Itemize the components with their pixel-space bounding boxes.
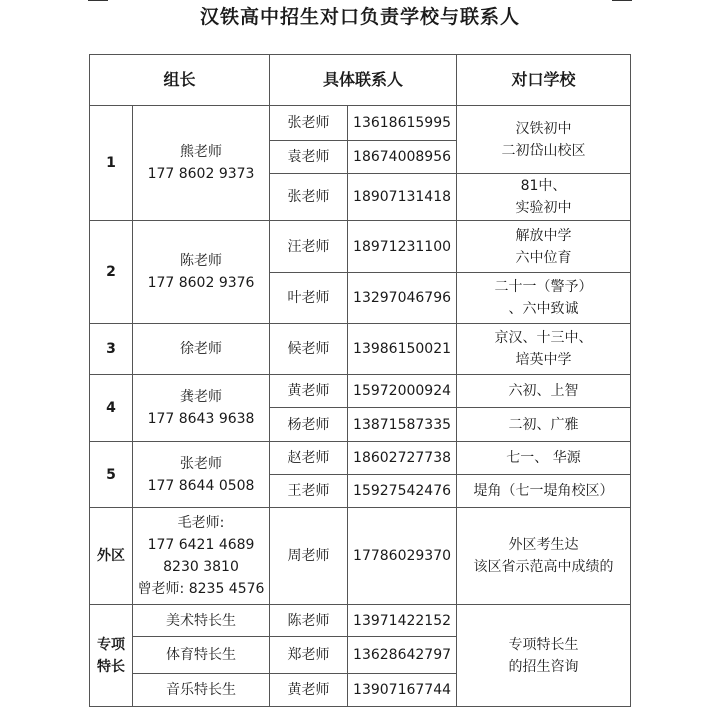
contact-phone: 13618615995 bbox=[348, 106, 457, 141]
leader-name: 熊老师 bbox=[180, 144, 222, 160]
group-id: 4 bbox=[90, 375, 133, 442]
school-line: 二十一（警予） bbox=[494, 279, 593, 295]
school-cell bbox=[457, 324, 631, 375]
contact-name: 张老师 bbox=[270, 106, 348, 141]
table-row bbox=[90, 221, 631, 273]
leader-phone: 177 8602 9376 bbox=[147, 275, 255, 291]
school-cell bbox=[457, 442, 631, 475]
school-line: 专项特长生 bbox=[508, 636, 579, 653]
school-line: 培英中学 bbox=[515, 352, 572, 368]
contact-table bbox=[89, 54, 631, 707]
group-id: 3 bbox=[90, 324, 133, 375]
contact-name: 周老师 bbox=[270, 508, 348, 605]
leader-phone: 8230 3810 bbox=[163, 559, 239, 575]
school-line: 汉铁初中 bbox=[515, 120, 572, 137]
school-cell bbox=[457, 508, 631, 605]
leader-phone: 177 8644 0508 bbox=[147, 477, 255, 494]
school-cell bbox=[457, 221, 631, 273]
top-rule-left bbox=[88, 0, 108, 1]
leader-cell bbox=[133, 442, 270, 508]
contact-name: 陈老师 bbox=[270, 605, 348, 637]
specialty-category: 体育特长生 bbox=[133, 637, 270, 674]
contact-phone: 15927542476 bbox=[348, 475, 457, 508]
school-line: 实验初中 bbox=[515, 200, 572, 216]
contact-name: 赵老师 bbox=[270, 442, 348, 475]
contact-name: 黄老师 bbox=[270, 375, 348, 408]
specialty-category: 音乐特长生 bbox=[133, 674, 270, 707]
school-cell bbox=[457, 174, 631, 221]
school-line: 六中位育 bbox=[515, 249, 572, 266]
contact-name: 叶老师 bbox=[270, 273, 348, 324]
leader-name: 徐老师 bbox=[180, 341, 222, 357]
page-title: 汉铁高中招生对口负责学校与联系人 bbox=[199, 6, 520, 28]
leader-cell bbox=[133, 106, 270, 221]
leader-phone: 177 6421 4689 bbox=[147, 537, 255, 553]
leader-name: 陈老师 bbox=[180, 253, 222, 269]
contact-name: 杨老师 bbox=[270, 408, 348, 442]
school-line: 解放中学 bbox=[515, 227, 572, 244]
group-id: 1 bbox=[90, 106, 133, 221]
leader-name: 张老师 bbox=[180, 455, 222, 472]
contact-phone: 13628642797 bbox=[348, 637, 457, 674]
group-id: 2 bbox=[90, 221, 133, 324]
school-line: 京汉、十三中、 bbox=[494, 330, 593, 346]
contact-phone: 18971231100 bbox=[348, 221, 457, 273]
leader-cell bbox=[133, 221, 270, 324]
table-row bbox=[90, 375, 631, 408]
contact-name: 袁老师 bbox=[270, 141, 348, 174]
header-school: 对口学校 bbox=[457, 55, 631, 106]
leader-phone: 曾老师: 8235 4576 bbox=[137, 581, 265, 597]
table-row bbox=[90, 324, 631, 375]
school-line: 二初岱山校区 bbox=[501, 142, 586, 159]
school-line: 六初、上智 bbox=[508, 383, 579, 399]
contact-phone: 13971422152 bbox=[348, 605, 457, 637]
contact-name: 黄老师 bbox=[270, 674, 348, 707]
leader-phone: 177 8602 9373 bbox=[147, 166, 255, 182]
header-contact: 具体联系人 bbox=[270, 55, 457, 106]
contact-name: 汪老师 bbox=[270, 221, 348, 273]
specialty-category: 美术特长生 bbox=[133, 605, 270, 637]
table-row bbox=[90, 442, 631, 475]
contact-name: 王老师 bbox=[270, 475, 348, 508]
contact-phone: 18674008956 bbox=[348, 141, 457, 174]
contact-phone: 18602727738 bbox=[348, 442, 457, 475]
school-cell bbox=[457, 375, 631, 408]
group-id: 5 bbox=[90, 442, 133, 508]
table-row bbox=[90, 106, 631, 141]
leader-phone: 177 8643 9638 bbox=[147, 411, 255, 427]
school-line: 二初、广雅 bbox=[508, 416, 579, 433]
contact-phone: 15972000924 bbox=[348, 375, 457, 408]
school-line: 该区省示范高中成绩的 bbox=[473, 559, 614, 575]
leader-name: 龚老师 bbox=[180, 389, 222, 405]
contact-name: 郑老师 bbox=[270, 637, 348, 674]
group-id: 专项 特长 bbox=[90, 605, 133, 707]
school-line: 的招生咨询 bbox=[508, 658, 579, 675]
group-id: 外区 bbox=[90, 508, 133, 605]
school-cell bbox=[457, 106, 631, 174]
leader-name: 毛老师: bbox=[177, 515, 225, 531]
contact-phone: 13871587335 bbox=[348, 408, 457, 442]
school-line: 外区考生达 bbox=[508, 537, 579, 553]
leader-cell bbox=[133, 508, 270, 605]
top-rule-right bbox=[612, 0, 632, 1]
school-line: 堤角（七一堤角校区） bbox=[473, 483, 614, 499]
school-line: 81中、 bbox=[520, 178, 567, 194]
school-line: 七一、 华源 bbox=[506, 450, 581, 466]
school-cell bbox=[457, 475, 631, 508]
leader-cell bbox=[133, 324, 270, 375]
table-row bbox=[90, 508, 631, 605]
contact-phone: 13986150021 bbox=[348, 324, 457, 375]
school-cell bbox=[457, 605, 631, 707]
contact-phone: 13297046796 bbox=[348, 273, 457, 324]
contact-name: 候老师 bbox=[270, 324, 348, 375]
school-line: 、六中致诚 bbox=[508, 301, 579, 317]
contact-phone: 13907167744 bbox=[348, 674, 457, 707]
contact-phone: 17786029370 bbox=[348, 508, 457, 605]
school-cell bbox=[457, 408, 631, 442]
contact-name: 张老师 bbox=[270, 174, 348, 221]
header-leader: 组长 bbox=[90, 55, 270, 106]
contact-phone: 18907131418 bbox=[348, 174, 457, 221]
leader-cell bbox=[133, 375, 270, 442]
table-row bbox=[90, 605, 631, 637]
header-row bbox=[90, 55, 631, 106]
school-cell bbox=[457, 273, 631, 324]
